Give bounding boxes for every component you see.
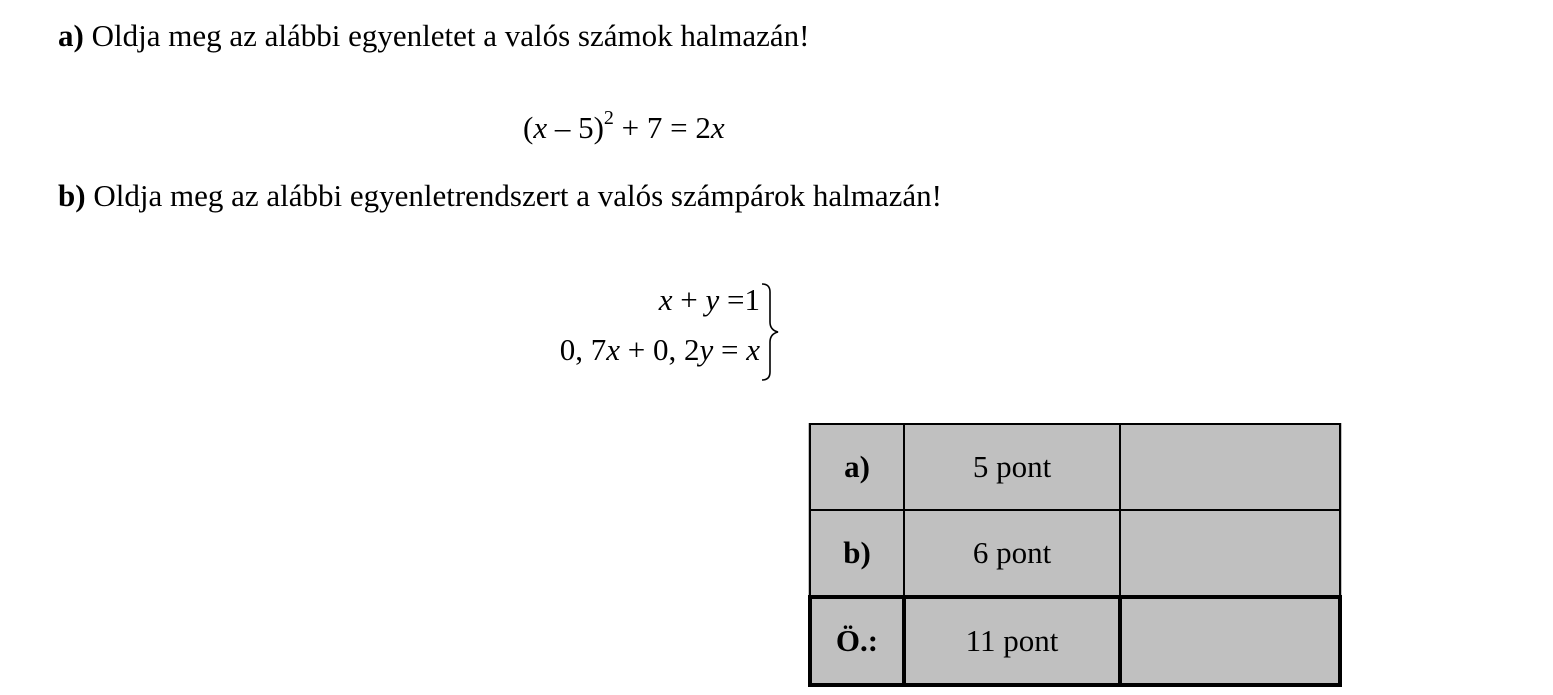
sys2-coef-x: 0, 7 [559,332,607,367]
task-b-label: b) [58,178,86,213]
right-brace-icon [760,282,782,382]
sys1-rhs: =1 [719,282,760,317]
sys2-x: x [606,332,620,367]
eq-a-var-x: x [533,110,548,145]
score-row-total [810,597,1340,685]
score-table [808,423,1342,687]
score-label-total: Ö.: [810,597,904,685]
eq-a-rhs-var: x [710,110,725,145]
score-points-total: 11 pont [904,597,1120,685]
task-a-label: a) [58,18,84,53]
system-row-2 [560,330,760,370]
score-earned-b [1120,510,1340,597]
sys1-y: y [705,282,720,317]
sys2-y: y [699,332,714,367]
sys2-eq: = [713,332,747,367]
sys2-plus-coef-y: + 0, 2 [620,332,700,367]
eq-a-minus-five: – 5) [547,110,604,145]
equation-system-b [480,276,810,386]
sys2-rhs: x [746,332,760,367]
sys1-x: x [658,282,673,317]
task-b-text: Oldja meg az alábbi egyenletrendszert a valós számpárok halmazán! [85,178,942,213]
eq-a-rest: + 7 = 2 [613,110,711,145]
score-label-a: a) [810,424,904,510]
task-b-statement [58,178,942,214]
eq-a-exponent: 2 [603,107,614,129]
score-earned-total [1120,597,1340,685]
task-a-text: Oldja meg az alábbi egyenletet a valós számok halmazán! [83,18,810,53]
score-points-a: 5 pont [904,424,1120,510]
eq-a-open: ( [523,110,534,145]
sys1-plus: + [672,282,706,317]
score-row-b [810,510,1340,597]
score-earned-a [1120,424,1340,510]
score-points-b: 6 pont [904,510,1120,597]
score-label-b: b) [810,510,904,597]
system-row-1 [659,280,760,320]
equation-a [523,108,725,148]
score-row-a [810,424,1340,510]
task-a-statement [58,18,809,54]
